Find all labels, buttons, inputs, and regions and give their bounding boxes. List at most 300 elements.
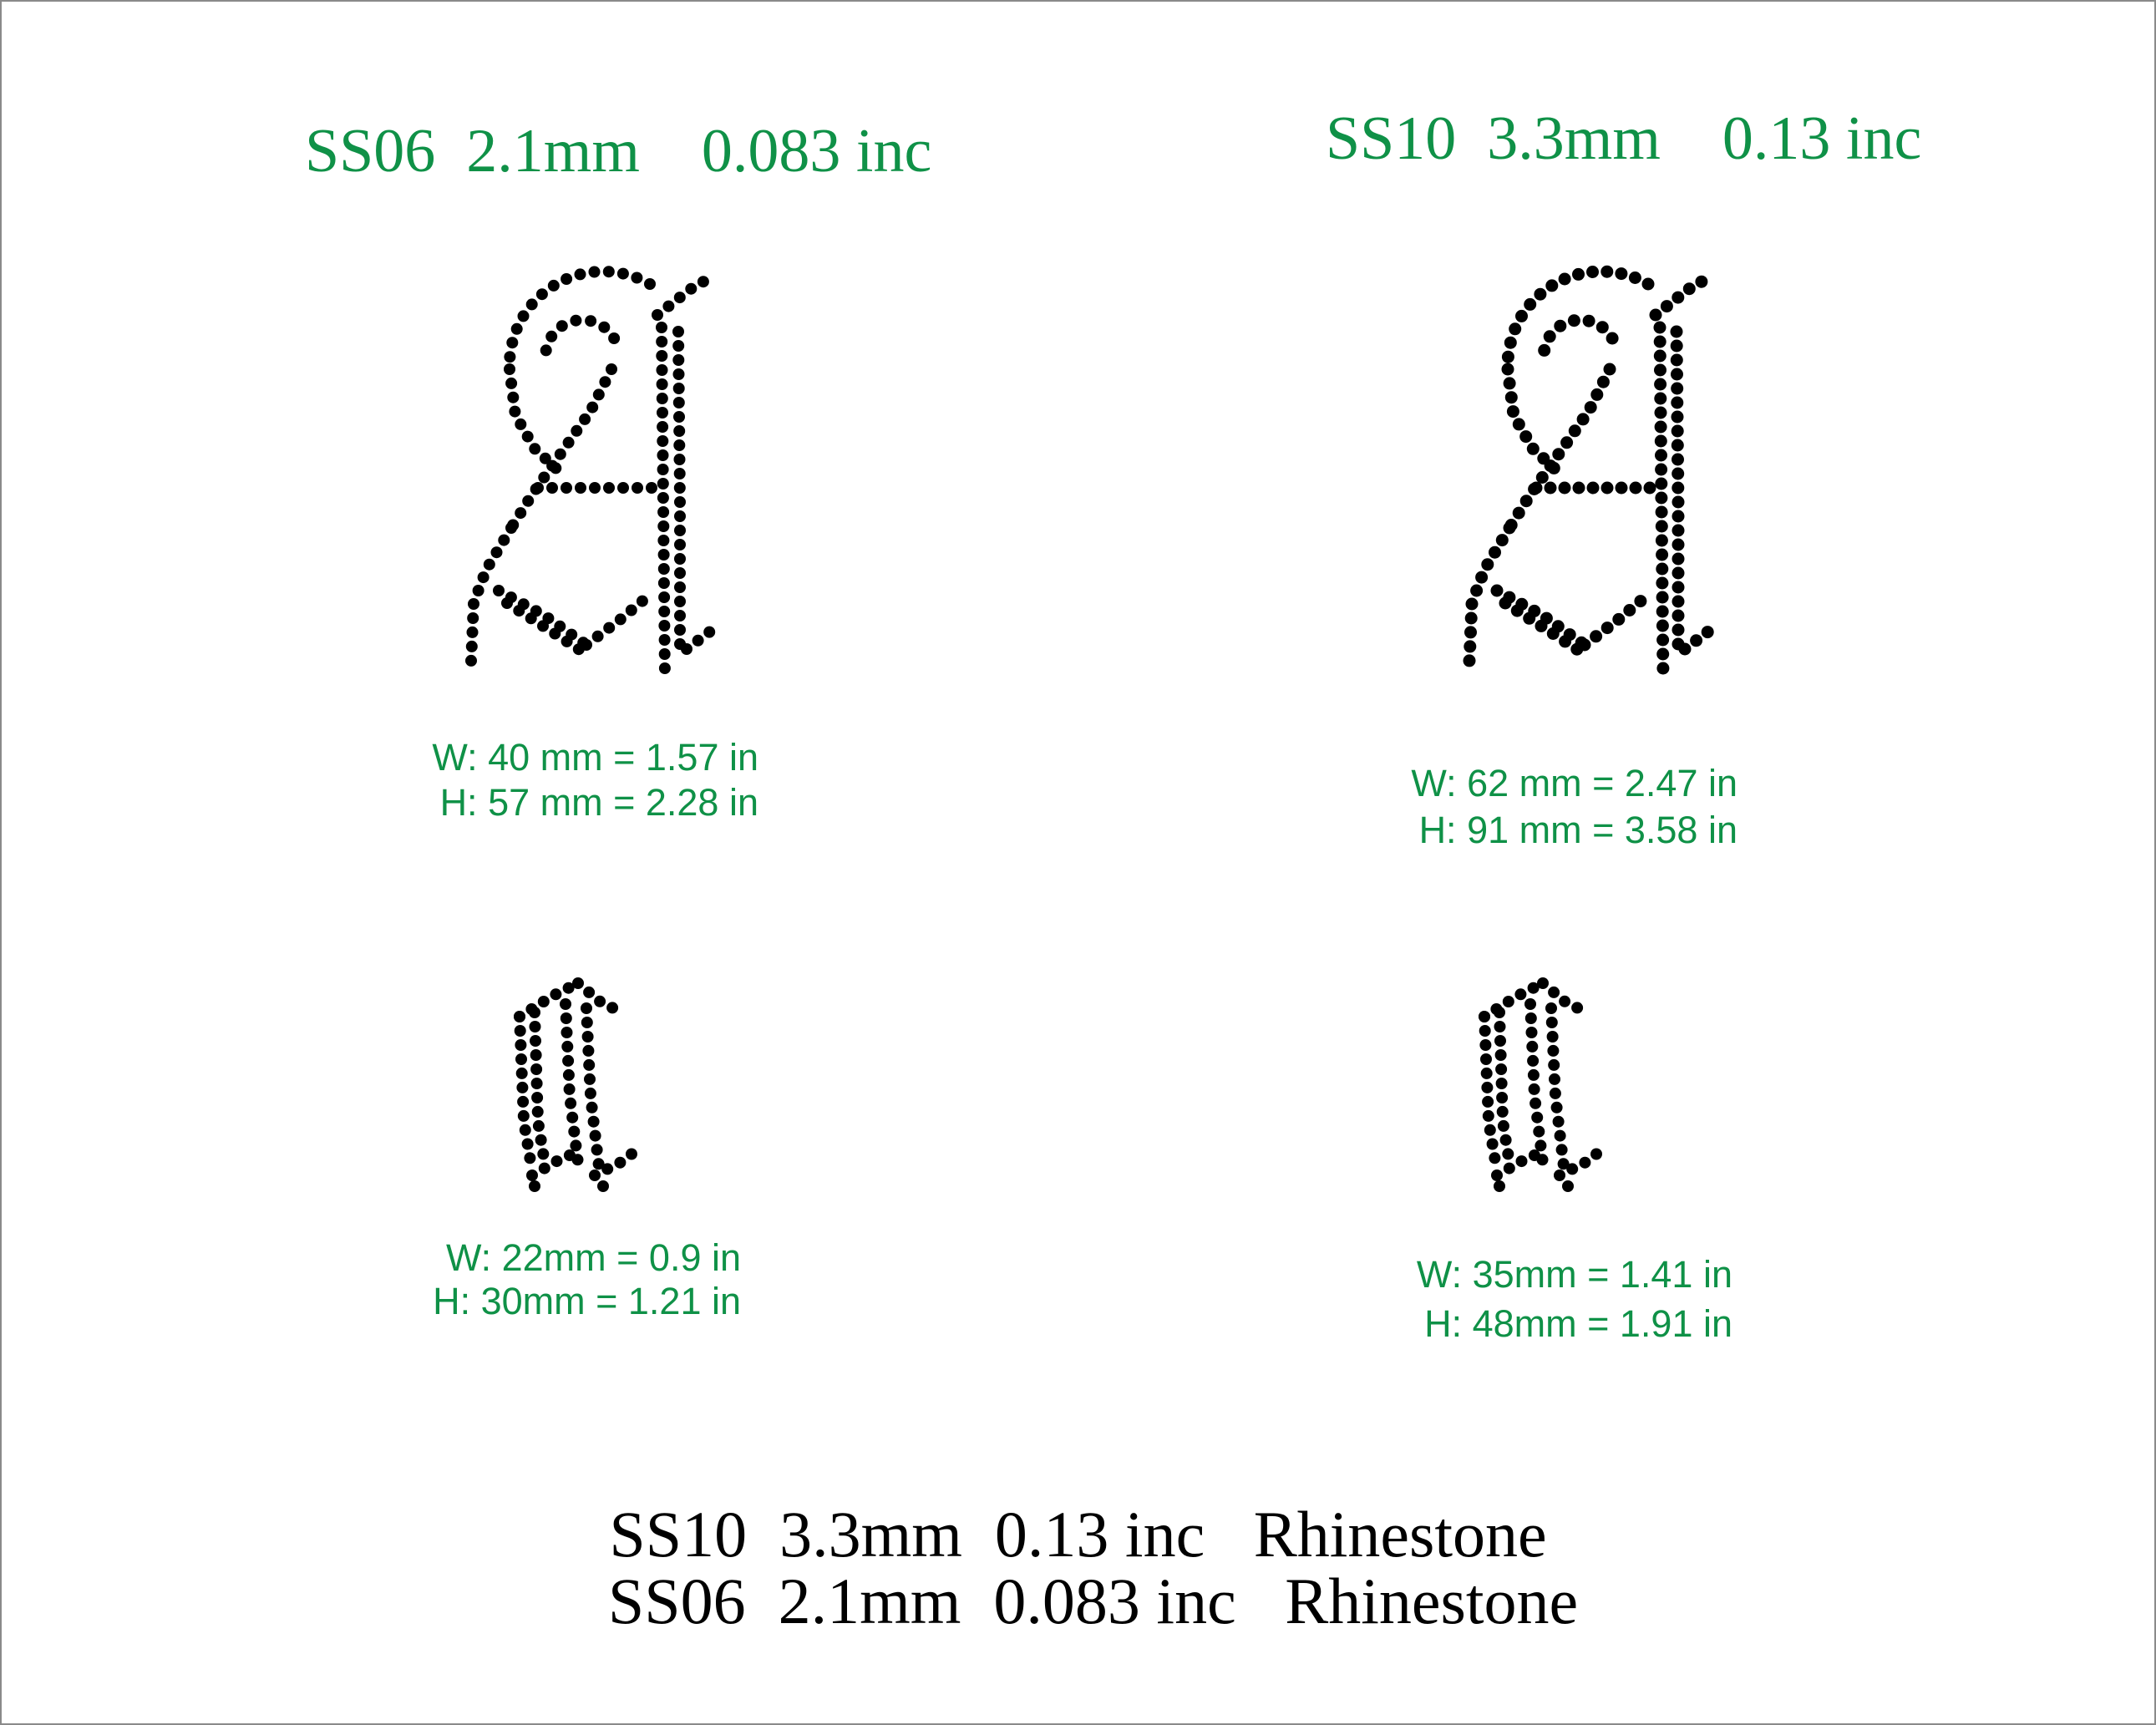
rhinestone-dot [1642,278,1655,291]
rhinestone-dot [1672,425,1684,438]
rhinestone-dot [656,322,667,333]
rhinestone-dot [1524,298,1536,311]
rhinestone-dot [562,1055,574,1067]
rhinestone-dot [1546,1017,1558,1028]
rhinestone-dot [1504,337,1517,349]
rhinestone-dot [504,363,515,375]
rhinestone-dot [1497,1106,1509,1118]
rhinestone-dot [1507,405,1519,418]
rhinestone-dot [1504,1163,1515,1175]
rhinestone-dot [1502,351,1514,363]
rhinestone-dot [590,1130,601,1142]
rhinestone-dot [1481,558,1494,571]
rhinestone-dot [614,1157,626,1169]
rhinestone-dot [657,449,669,461]
rhinestone-dot [582,1031,594,1043]
rhinestone-dot [532,1106,544,1118]
rhinestone-dot [658,591,670,603]
rhinestone-dot [1480,1053,1492,1065]
rhinestone-dot [525,612,537,624]
rhinestone-dot [656,336,667,348]
rhinestone-dot [603,622,615,634]
rhinestone-dot [1554,320,1566,332]
rhinestone-dot [575,268,586,280]
rhinestone-dot [1494,1180,1505,1192]
rhinestone-dot [1601,622,1614,634]
rhinestone-dot [516,1068,528,1079]
rhinestone-dot [582,1045,594,1057]
rhinestone-dot [530,1035,541,1047]
rhinestone-dot [526,1169,538,1181]
rhinestone-dot [1475,571,1488,584]
rhinestone-dot [1479,1011,1490,1022]
rhinestone-dot [1529,1149,1540,1161]
rhinestone-dot [674,610,686,622]
rhinestone-letter-a-large-ss06 [436,252,770,703]
rhinestone-dot [1644,482,1656,495]
rhinestone-dot [1656,520,1668,533]
rhinestone-dot [1656,535,1668,547]
rhinestone-dot [1606,332,1619,345]
right-large-height: H: 91 mm = 3.58 in [1418,809,1737,852]
rhinestone-dot [1481,1082,1493,1093]
rhinestone-dot [674,567,686,579]
rhinestone-dot [1672,596,1685,608]
rhinestone-dot [478,571,490,583]
rhinestone-dot [515,1025,526,1037]
rhinestone-dot [662,301,674,312]
rhinestone-dot [1655,464,1667,476]
rhinestone-dot [505,522,517,534]
rhinestone-dot [546,460,558,472]
rhinestone-dot [685,283,697,295]
rhinestone-dot [657,478,669,490]
rhinestone-dot [1550,1088,1561,1099]
rhinestone-dot [1548,1059,1560,1071]
rhinestone-dot [1695,276,1707,288]
rhinestone-dot [1513,507,1525,520]
rhinestone-dot [1656,506,1668,519]
rhinestone-dot [1585,401,1597,413]
rhinestone-dot [1615,267,1627,280]
rhinestone-dot [529,1180,540,1192]
rhinestone-dot [1623,604,1636,616]
rhinestone-dot [606,1002,618,1013]
rhinestone-dot [703,627,715,638]
rhinestone-dot [1538,344,1550,357]
rhinestone-dot [1505,391,1518,403]
rhinestone-dot [659,648,671,660]
rhinestone-dot [674,553,686,565]
rhinestone-dot [672,354,684,366]
rhinestone-dot [1548,987,1560,998]
rhinestone-dot [513,605,525,616]
rhinestone-letter-a-small-ss10 [1451,971,1651,1221]
right-large-dimensions [1388,760,1737,855]
rhinestone-dot [536,288,548,300]
right-small-dimensions [1388,1251,1732,1348]
rhinestone-dot [566,1112,578,1124]
rhinestone-dot [524,1152,535,1164]
rhinestone-dot [1672,510,1685,523]
rhinestone-dot [606,363,617,375]
rhinestone-dot [681,643,692,655]
rhinestone-dot [518,1110,530,1122]
rhinestone-dot [657,535,669,546]
rhinestone-dot [644,278,656,290]
rhinestone-dot [507,392,519,403]
rhinestone-dot [561,273,572,285]
rhinestone-dot [1552,448,1565,460]
rhinestone-dot [1569,424,1581,437]
rhinestone-dot [1590,388,1603,401]
rhinestone-dot [1672,553,1685,566]
rhinestone-dot [530,1049,542,1061]
rhinestone-dot [551,1155,563,1167]
rhinestone-letter-a-small-ss06 [486,971,687,1221]
rhinestone-dot [520,1124,531,1136]
rhinestone-dot [1535,1139,1546,1151]
rhinestone-dot [1545,279,1558,292]
left-small-height: H: 30mm = 1.21 in [433,1279,741,1322]
rhinestone-dot [1566,1163,1578,1175]
rhinestone-dot [1672,292,1684,304]
rhinestone-dot [1482,1096,1494,1108]
rhinestone-dot [674,581,686,593]
rhinestone-dot [1529,1083,1540,1095]
rhinestone-dot [531,1078,543,1089]
rhinestone-dot [698,276,709,287]
rhinestone-dot [561,1012,572,1024]
rhinestone-dot [674,482,686,494]
rhinestone-dot [1654,350,1666,363]
rhinestone-dot [467,612,479,624]
rhinestone-dot [1672,482,1684,495]
rhinestone-dot [1601,266,1613,278]
rhinestone-dot [538,472,550,484]
rhinestone-dot [504,351,515,363]
rhinestone-dot [1556,1144,1568,1155]
rhinestone-dot [1672,567,1685,580]
rhinestone-dot [575,482,586,494]
rhinestone-dot [1547,1031,1559,1043]
rhinestone-dot [1587,482,1600,495]
rhinestone-dot [591,1144,603,1155]
rhinestone-dot [1526,1027,1538,1038]
right-small-height: H: 48mm = 1.91 in [1424,1301,1732,1345]
rhinestone-dot [1630,482,1642,495]
rhinestone-dot [498,535,510,546]
rhinestone-dot [1604,363,1616,376]
rhinestone-dot [1484,1124,1496,1136]
left-size-header: SS06 2.1mm 0.083 inc [305,117,932,185]
left-large-width: W: 40 mm = 1.57 in [432,736,758,779]
rhinestone-dot [1470,585,1483,597]
rhinestone-dot [484,559,495,571]
rhinestone-dot [561,636,573,647]
rhinestone-dot [674,596,686,607]
rhinestone-dot [659,634,671,646]
rhinestone-dot [491,546,503,558]
rhinestone-dot [1571,1002,1583,1013]
rhinestone-dot [1655,492,1667,505]
left-large-dimensions [409,735,758,825]
rhinestone-dot [522,1139,534,1150]
rhinestone-dot [550,988,561,1000]
rhinestone-dot [1654,393,1666,405]
rhinestone-dot [1489,546,1501,559]
left-large-height: H: 57 mm = 2.28 in [439,781,758,824]
rhinestone-dot [1656,577,1668,590]
rhinestone-dot [637,596,648,607]
rhinestone-dot [515,1039,526,1051]
rhinestone-dot [1656,549,1668,561]
rhinestone-dot [565,1098,576,1109]
rhinestone-dot [1514,988,1526,1000]
rhinestone-dot [1654,364,1666,377]
rhinestone-dot [570,1139,581,1151]
rhinestone-dot [1654,378,1666,391]
rhinestone-dot [599,376,611,388]
rhinestone-dot [1671,354,1683,367]
rhinestone-dot [658,563,670,575]
rhinestone-dot [1547,1045,1559,1057]
rhinestone-dot [1559,482,1571,495]
rhinestone-dot [1490,1003,1502,1015]
rhinestone-dot [1672,496,1685,509]
rhinestone-dot [1572,268,1585,281]
rhinestone-dot [1481,1068,1493,1079]
rhinestone-dot [561,482,572,494]
rhinestone-dot [589,482,601,494]
rhinestone-dot [1671,383,1683,395]
rhinestone-dot [560,998,571,1010]
rhinestone-dot [1530,482,1543,495]
rhinestone-dot [659,662,671,674]
rhinestone-dot [1672,468,1684,480]
rhinestone-dot [532,482,544,494]
rhinestone-dot [1502,1148,1514,1159]
rhinestone-dot [1553,1116,1565,1128]
footer-line-ss10: SS10 3.3mm 0.13 inc Rhinestone [609,1498,1547,1570]
rhinestone-dot [1531,1112,1543,1124]
rhinestone-dot [468,598,479,610]
rhinestone-dot [1579,639,1591,652]
rhinestone-dot [1509,322,1521,335]
rhinestone-dot [658,606,670,617]
rhinestone-dot [1655,449,1667,462]
rhinestone-dot [572,977,584,989]
rhinestone-dot [658,577,670,589]
rhinestone-dot [1483,1110,1494,1122]
rhinestone-dot [1526,1041,1538,1053]
rhinestone-dot [1496,534,1509,546]
rhinestone-dot [603,482,615,494]
rhinestone-dot [1655,435,1667,448]
rhinestone-dot [673,425,685,437]
rhinestone-dot [1655,478,1667,490]
rhinestone-dot [1655,421,1667,434]
rhinestone-dot [583,1059,595,1071]
rhinestone-dot [1464,640,1476,652]
rhinestone-dot [1555,1130,1566,1142]
rhinestone-dot [1596,321,1609,333]
rhinestone-dot [1504,377,1516,389]
rhinestone-dot [657,492,669,504]
rhinestone-dot [674,292,686,303]
rhinestone-dot [657,407,668,419]
rhinestone-dot [1590,1149,1602,1160]
left-small-dimensions [415,1236,741,1323]
rhinestone-dot [672,326,684,337]
rhinestone-dot [1634,595,1646,607]
rhinestone-dot [564,1149,576,1161]
rhinestone-dot [1654,336,1666,348]
rhinestone-dot [1601,482,1614,495]
rhinestone-dot [585,1088,596,1099]
rhinestone-dot [1534,288,1546,301]
rhinestone-dot [473,585,484,596]
rhinestone-dot [603,266,615,277]
rhinestone-dot [1464,626,1477,638]
rhinestone-dot [674,510,686,522]
rhinestone-dot [1671,326,1683,338]
rhinestone-dot [1496,1078,1508,1089]
rhinestone-dot [517,1096,529,1108]
rhinestone-dot [657,421,668,433]
rhinestone-dot [563,1069,575,1081]
rhinestone-dot [657,464,669,475]
rhinestone-dot [583,987,595,998]
rhinestone-dot [657,378,668,390]
rhinestone-dot [657,520,669,532]
rhinestone-dot [672,340,684,352]
rhinestone-dot [581,1017,593,1028]
rhinestone-dot [1527,443,1540,455]
rhinestone-dot [658,620,670,632]
rhinestone-dot [608,332,620,344]
rhinestone-dot [626,605,637,616]
rhinestone-dot [631,272,642,284]
rhinestone-dot [571,425,582,437]
rhinestone-dot [673,397,685,408]
rhinestone-dot [657,435,668,447]
rhinestone-dot [1547,627,1560,640]
rhinestone-dot [589,266,601,278]
rhinestone-dot [617,482,629,494]
rhinestone-dot [593,388,605,400]
rhinestone-dot [673,383,685,394]
rhinestone-dot [1562,1180,1574,1192]
rhinestone-dot [588,1116,600,1128]
rhinestone-dot [514,1011,525,1022]
rhinestone-dot [539,1163,550,1175]
rhinestone-dot [1650,309,1662,322]
rhinestone-dot [1545,459,1557,472]
rhinestone-dot [493,585,505,596]
rhinestone-dot [518,310,530,322]
rhinestone-dot [1559,996,1570,1007]
rhinestone-dot [1672,581,1685,594]
rhinestone-dot [511,323,523,335]
rhinestone-dot [1656,591,1669,604]
rhinestone-dot [525,1003,537,1015]
rhinestone-dot [465,655,477,667]
rhinestone-dot [1672,624,1685,637]
rhinestone-dot [1671,368,1683,381]
rhinestone-dot [1656,606,1669,618]
rhinestone-dot [537,620,549,632]
rhinestone-dot [506,337,518,348]
rhinestone-dot [1479,1039,1491,1051]
rhinestone-dot [674,468,686,479]
rhinestone-dot [555,449,566,460]
rhinestone-dot [563,437,575,449]
rhinestone-dot [1672,439,1684,452]
rhinestone-dot [1549,1073,1560,1085]
rhinestone-dot [673,368,685,380]
rhinestone-dot [1499,597,1512,610]
rhinestone-dot [549,628,561,640]
rhinestone-dot [692,635,704,647]
rhinestone-dot [1523,612,1535,625]
rhinestone-dot [1612,613,1625,626]
left-small-width: W: 22mm = 0.9 in [445,1236,741,1279]
rhinestone-dot [1683,282,1696,295]
rhinestone-dot [632,482,643,494]
rhinestone-dot [1536,471,1549,484]
rhinestone-dot [657,364,668,376]
rhinestone-dot [1528,1069,1540,1081]
rhinestone-dot [673,411,685,423]
rhinestone-dot [1583,315,1595,327]
rhinestone-dot [673,439,685,451]
rhinestone-dot [540,344,552,356]
rhinestone-dot [533,1120,545,1132]
rhinestone-dot [1568,314,1580,327]
rhinestone-dot [515,1053,527,1065]
rhinestone-dot [545,331,557,342]
rhinestone-dot [1656,563,1668,576]
rhinestone-dot [1495,1049,1507,1061]
rhinestone-dot [601,1163,613,1175]
rhinestone-dot [530,1021,541,1032]
rhinestone-dot [564,1083,576,1095]
rhinestone-dot [581,1002,592,1014]
rhinestone-dot [1573,482,1585,495]
rhinestone-dot [1479,1025,1491,1037]
rhinestone-dot [674,454,686,465]
rhinestone-dot [1535,620,1548,632]
rhinestone-dot [1545,1002,1557,1014]
rhinestone-dot [1597,376,1610,388]
rhinestone-dot [1661,300,1673,312]
rhinestone-dot [1671,340,1683,353]
rhinestone-dot [1672,539,1685,551]
rhinestone-dot [1491,1169,1503,1181]
rhinestone-dot [1491,585,1504,597]
rhinestone-dot [1464,654,1476,667]
rhinestone-dot [537,1148,549,1159]
rhinestone-dot [516,1082,528,1093]
rhinestone-dot [674,525,686,536]
rhinestone-dot [1495,1063,1507,1075]
rhinestone-dot [1560,436,1573,449]
rhinestone-dot [1690,634,1702,647]
rhinestone-dot [1554,1169,1565,1181]
rhinestone-dot [467,627,479,638]
rhinestone-dot [535,1134,547,1146]
